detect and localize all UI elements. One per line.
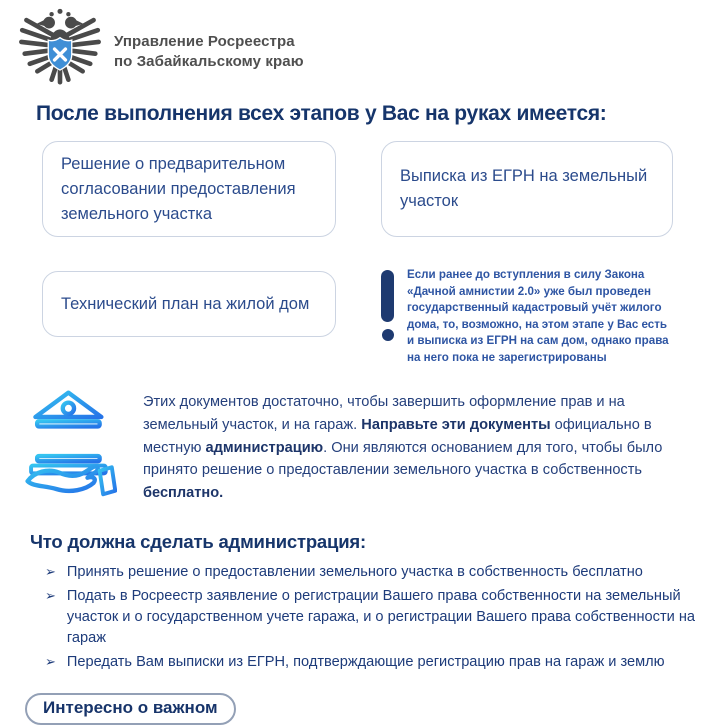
bank-on-hand-icon: [25, 384, 117, 502]
header: [0, 0, 718, 96]
list-item: [45, 562, 710, 583]
card-text: Решение о предварительном согласовании предоставления земельного участка: [61, 155, 296, 223]
page-title: После выполнения всех этапов у Вас на руках имеется:: [36, 102, 607, 125]
document-card-egrn-land: [381, 141, 673, 237]
arrow-bullet-icon: ➢: [45, 654, 56, 670]
admin-task-list: [45, 562, 710, 674]
list-item-text: Передать Вам выписки из ЕГРН, подтверждающие регистрацию прав на гараж и землю: [66, 654, 665, 671]
document-card-preliminary-approval: [42, 141, 336, 237]
arrow-bullet-icon: ➢: [45, 563, 56, 579]
warning-note: [381, 267, 673, 366]
info-section: [25, 384, 666, 505]
list-item: [45, 586, 710, 649]
list-item-text: Подать в Росреестр заявление о регистрации Вашего права собственности на земельный участок и о государственном учете гаража, и о регистрации Вашего права собственности на гараж: [66, 587, 696, 647]
exclamation-icon: [381, 267, 394, 366]
arrow-bullet-icon: ➢: [45, 587, 56, 603]
warning-note-text: Если ранее до вступления в силу Закона «Дачной амнистии 2.0» уже был проведен государственный кадастровый учёт жилого дома, то, возможно, на этом этапе у Вас есть и выписка из ЕГРН на сам дом, однако права на него пока не зарегистрированы: [407, 268, 669, 364]
info-seg: Этих документов достаточно, чтобы завершить оформление прав и на земельный участок, и на гараж.: [143, 393, 625, 433]
documents-row-2: [42, 268, 673, 366]
org-name: [114, 32, 304, 73]
list-item: [45, 652, 710, 673]
footer-badge: Интересно о важном: [25, 693, 236, 725]
card-text: Технический план на жилой дом: [61, 294, 310, 313]
document-card-tech-plan: [42, 271, 336, 337]
org-name-line1: Управление Росреестра: [114, 32, 295, 50]
list-item-text: Принять решение о предоставлении земельного участка в собственность бесплатно: [66, 563, 643, 580]
rosreestr-double-eagle-icon: [18, 8, 102, 96]
documents-row-1: [42, 141, 673, 237]
org-name-line2: по Забайкальскому краю: [114, 53, 304, 70]
info-seg-bold: Направьте эти документы: [361, 416, 551, 433]
admin-section-heading: Что должна сделать администрация:: [30, 530, 366, 552]
info-paragraph: [143, 384, 666, 505]
info-seg: . Они являются основанием для того, чтобы было принято решение о предоставлении земельного участка в собственность: [143, 439, 663, 479]
info-seg: официально в местную: [143, 416, 652, 456]
card-text: Выписка из ЕГРН на земельный участок: [400, 167, 648, 211]
info-seg-bold: бесплатно.: [143, 485, 224, 502]
info-seg-bold: администрацию: [205, 439, 324, 456]
